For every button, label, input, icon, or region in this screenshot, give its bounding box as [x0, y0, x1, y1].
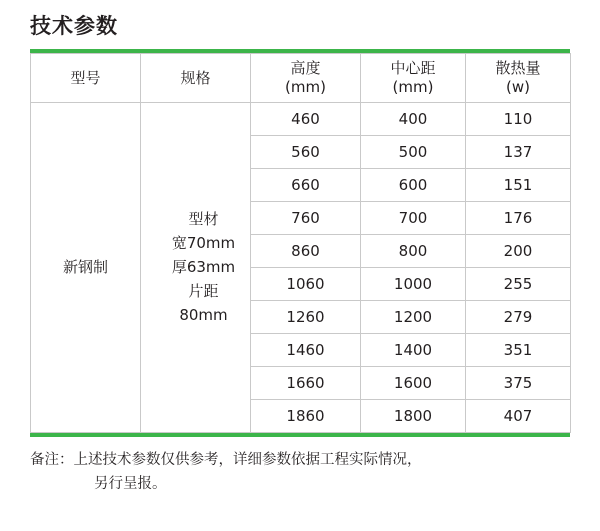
cell-heat-output: 407: [466, 399, 571, 432]
cell-center-distance: 1600: [361, 366, 466, 399]
cell-center-distance: 1800: [361, 399, 466, 432]
spec-line-2: 宽70mm: [171, 234, 236, 253]
spec-line-4: 片距: [188, 282, 219, 301]
header-height-unit: (mm): [285, 77, 326, 96]
cell-center-distance: 1200: [361, 300, 466, 333]
table-body: [31, 102, 571, 432]
header-spec: [141, 54, 251, 103]
cell-center-distance: 700: [361, 201, 466, 234]
note-block: [30, 437, 570, 497]
cell-heat-output: 375: [466, 366, 571, 399]
cell-height: 1860: [251, 399, 361, 432]
cell-heat-output: 200: [466, 234, 571, 267]
cell-height: 1660: [251, 366, 361, 399]
note-line-1: 备注：上述技术参数仅供参考，详细参数依据工程实际情况，: [30, 451, 422, 468]
header-heat-output-unit: (w): [506, 77, 530, 96]
spec-line-1: 型材: [188, 210, 219, 229]
cell-center-distance: 800: [361, 234, 466, 267]
cell-height: 760: [251, 201, 361, 234]
cell-height: 1260: [251, 300, 361, 333]
header-heat-output: [466, 54, 571, 103]
cell-height: 460: [251, 102, 361, 135]
header-model-label: 型号: [70, 68, 101, 87]
table-header-row: [31, 54, 571, 103]
header-height: [251, 54, 361, 103]
cell-spec: [141, 102, 251, 432]
header-heat-output-label: 散热量: [495, 59, 541, 78]
cell-center-distance: 1000: [361, 267, 466, 300]
spec-line-5: 80mm: [179, 306, 228, 325]
cell-heat-output: 110: [466, 102, 571, 135]
cell-height: 1460: [251, 333, 361, 366]
cell-heat-output: 151: [466, 168, 571, 201]
header-height-label: 高度: [290, 59, 321, 78]
spec-line-3: 厚63mm: [171, 258, 236, 277]
cell-model: 新钢制: [31, 102, 141, 432]
note-line-2: 另行呈报。: [94, 476, 167, 493]
page-title: 技术参数: [30, 14, 118, 38]
header-center-distance-unit: (mm): [392, 77, 434, 96]
cell-center-distance: 400: [361, 102, 466, 135]
cell-heat-output: 279: [466, 300, 571, 333]
table-header: [31, 54, 571, 103]
header-center-distance-label: 中心距: [390, 59, 436, 78]
header-model: [31, 54, 141, 103]
cell-heat-output: 255: [466, 267, 571, 300]
cell-height: 1060: [251, 267, 361, 300]
cell-heat-output: 176: [466, 201, 571, 234]
cell-center-distance: 1400: [361, 333, 466, 366]
cell-center-distance: 500: [361, 135, 466, 168]
cell-height: 560: [251, 135, 361, 168]
table-row: [31, 102, 571, 135]
header-center-distance: [361, 54, 466, 103]
technical-parameters-table: [30, 53, 571, 433]
cell-height: 660: [251, 168, 361, 201]
cell-height: 860: [251, 234, 361, 267]
cell-heat-output: 137: [466, 135, 571, 168]
cell-heat-output: 351: [466, 333, 571, 366]
header-spec-label: 规格: [180, 68, 211, 87]
cell-center-distance: 600: [361, 168, 466, 201]
